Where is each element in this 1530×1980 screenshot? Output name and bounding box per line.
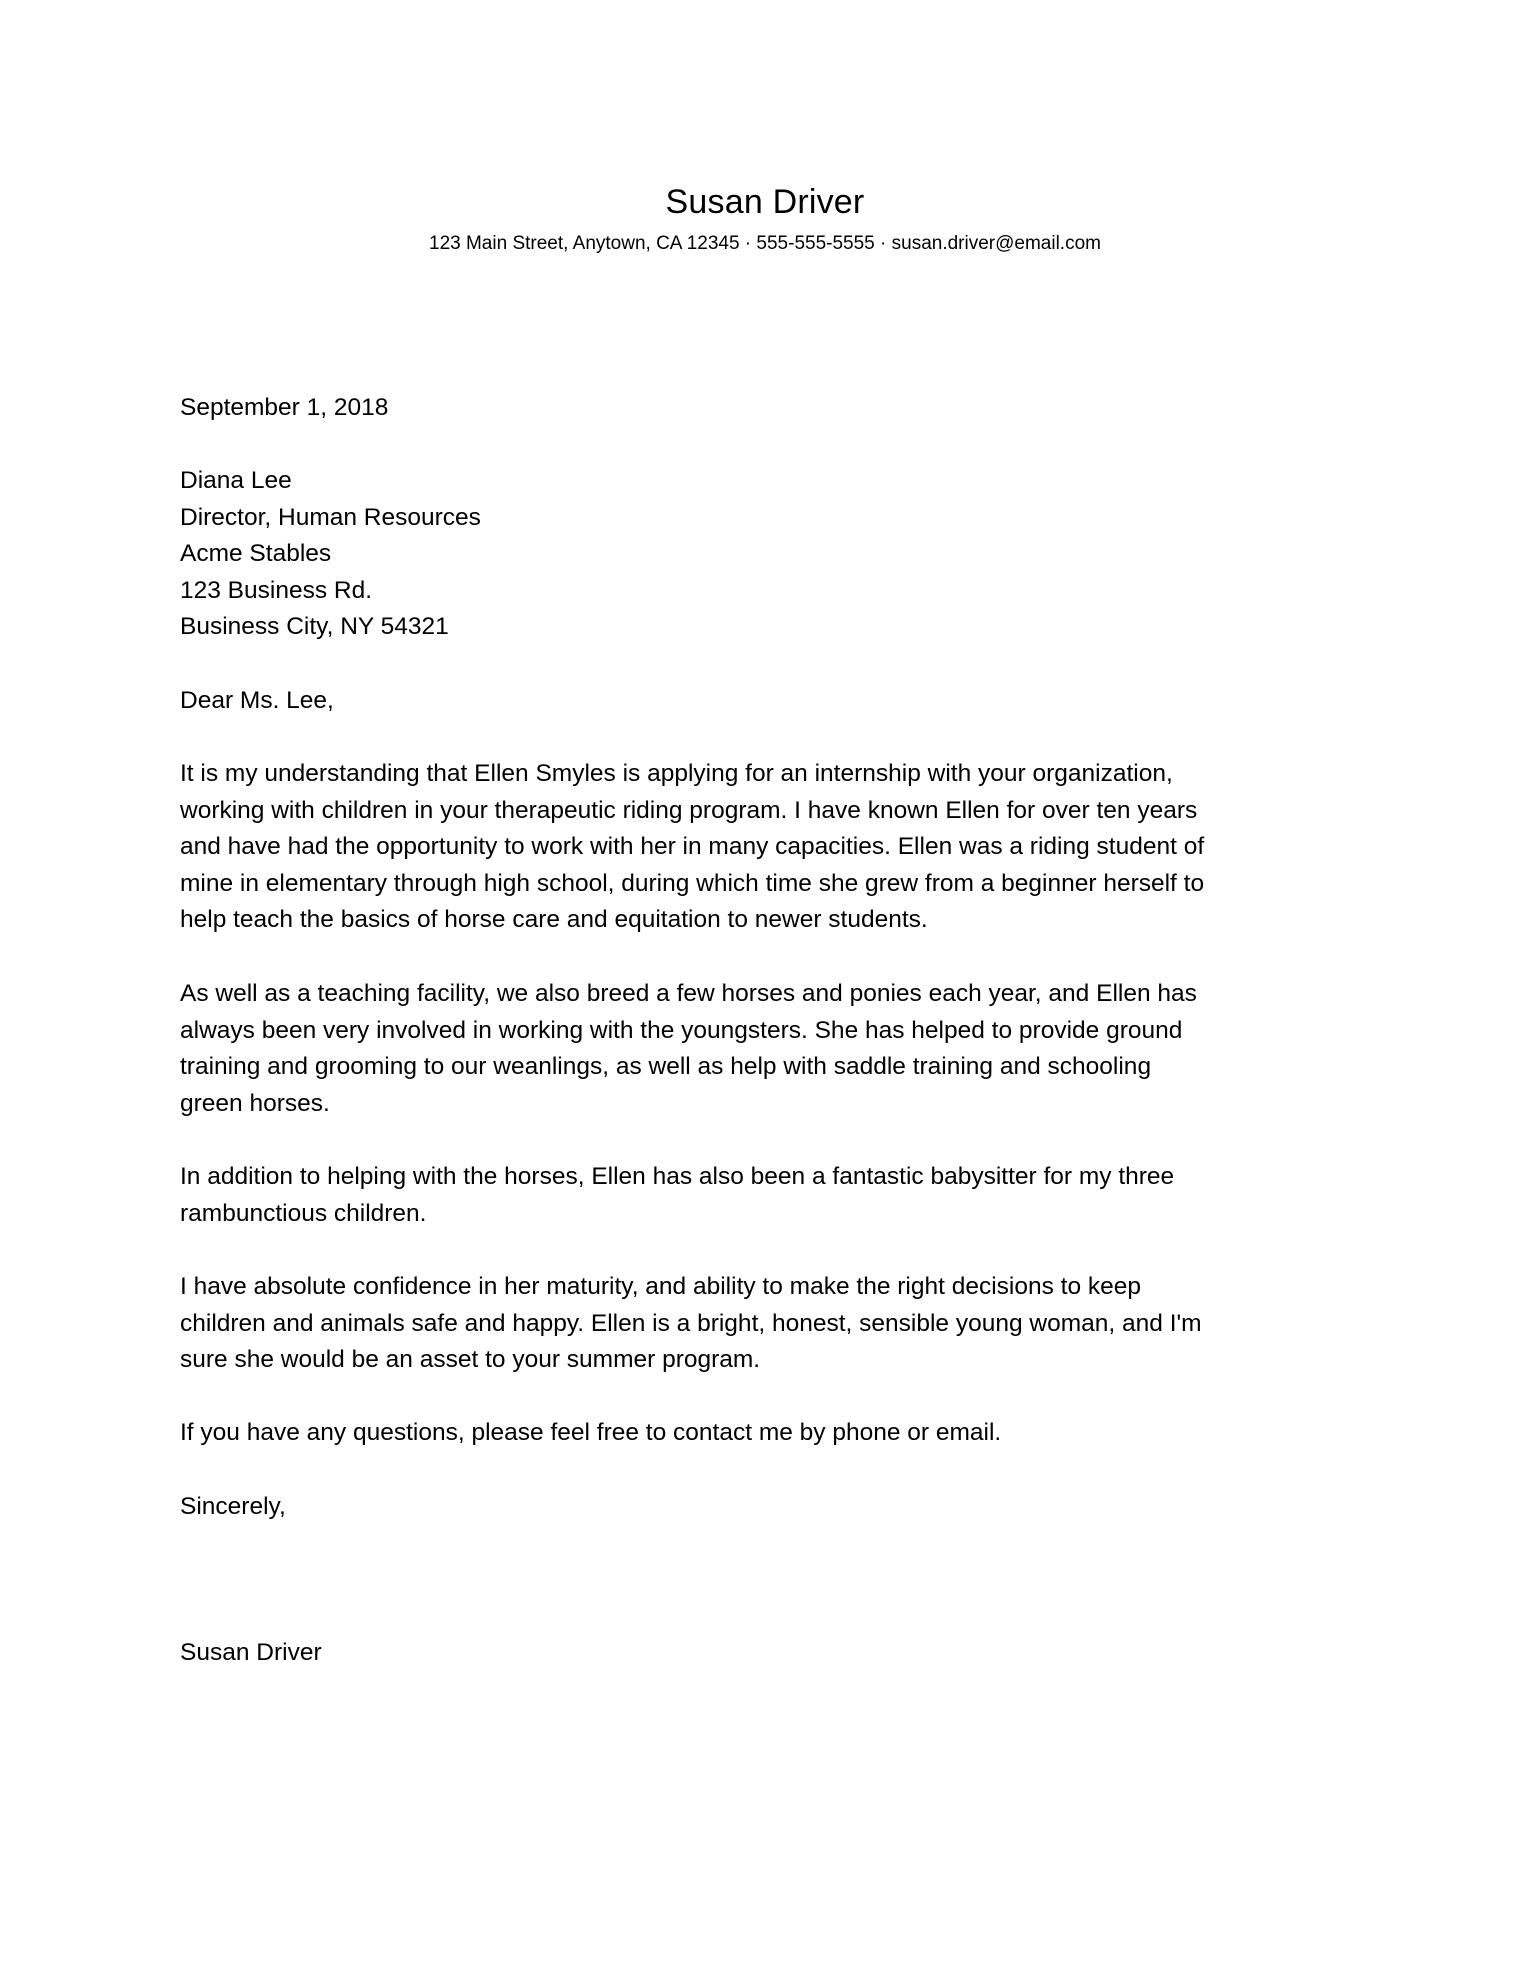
paragraph-5 [180,1415,1360,1452]
recipient-street: 123 Business Rd. [180,576,373,604]
paragraph-line: If you have any questions, please feel free to contact me by phone or email. [180,1419,1002,1446]
paragraph-line: As well as a teaching facility, we also breed a few horses and ponies each year, and Ellen has [180,980,1197,1007]
recipient-address-block [180,463,1360,646]
recipient-company: Acme Stables [180,540,332,567]
paragraph-3 [180,1159,1360,1232]
sender-name: Susan Driver [665,183,865,221]
recipient-name: Diana Lee [180,467,292,494]
paragraph-line: always been very involved in working with the youngsters. She has helped to provide ground [180,1016,1183,1044]
salutation: Dear Ms. Lee, [180,687,334,714]
paragraph-line: rambunctious children. [180,1199,427,1227]
sender-contact-line: 123 Main Street, Anytown, CA 12345 · 555-555-5555 · susan.driver@email.com [429,233,1101,254]
paragraph-line: children and animals safe and happy. Ellen is a bright, honest, sensible young woman, and I'm [180,1309,1202,1337]
recipient-title: Director, Human Resources [180,503,481,531]
paragraph-2 [180,976,1360,1122]
recipient-city: Business City, NY 54321 [180,613,449,640]
letter-date: September 1, 2018 [180,394,389,421]
paragraph-line: and have had the opportunity to work with her in many capacities. Ellen was a riding student of [180,833,1205,860]
paragraph-line: sure she would be an asset to your summer program. [180,1346,761,1373]
paragraph-line: I have absolute confidence in her maturity, and ability to make the right decisions to keep [180,1273,1142,1300]
signature-name: Susan Driver [180,1639,322,1666]
paragraph-line: training and grooming to our weanlings, as well as help with saddle training and schooling [180,1053,1152,1080]
paragraph-line: working with children in your therapeutic riding program. I have known Ellen for over ten years [180,796,1198,824]
paragraph-line: In addition to helping with the horses, Ellen has also been a fantastic babysitter for my three [180,1163,1175,1190]
paragraph-line: It is my understanding that Ellen Smyles is applying for an internship with your organization, [180,760,1173,787]
paragraph-4 [180,1269,1360,1379]
paragraph-line: green horses. [180,1089,330,1117]
paragraph-1 [180,756,1360,939]
closing: Sincerely, [180,1493,286,1520]
paragraph-line: help teach the basics of horse care and equitation to newer students. [180,906,928,933]
paragraph-line: mine in elementary through high school, during which time she grew from a beginner herself to [180,869,1205,897]
